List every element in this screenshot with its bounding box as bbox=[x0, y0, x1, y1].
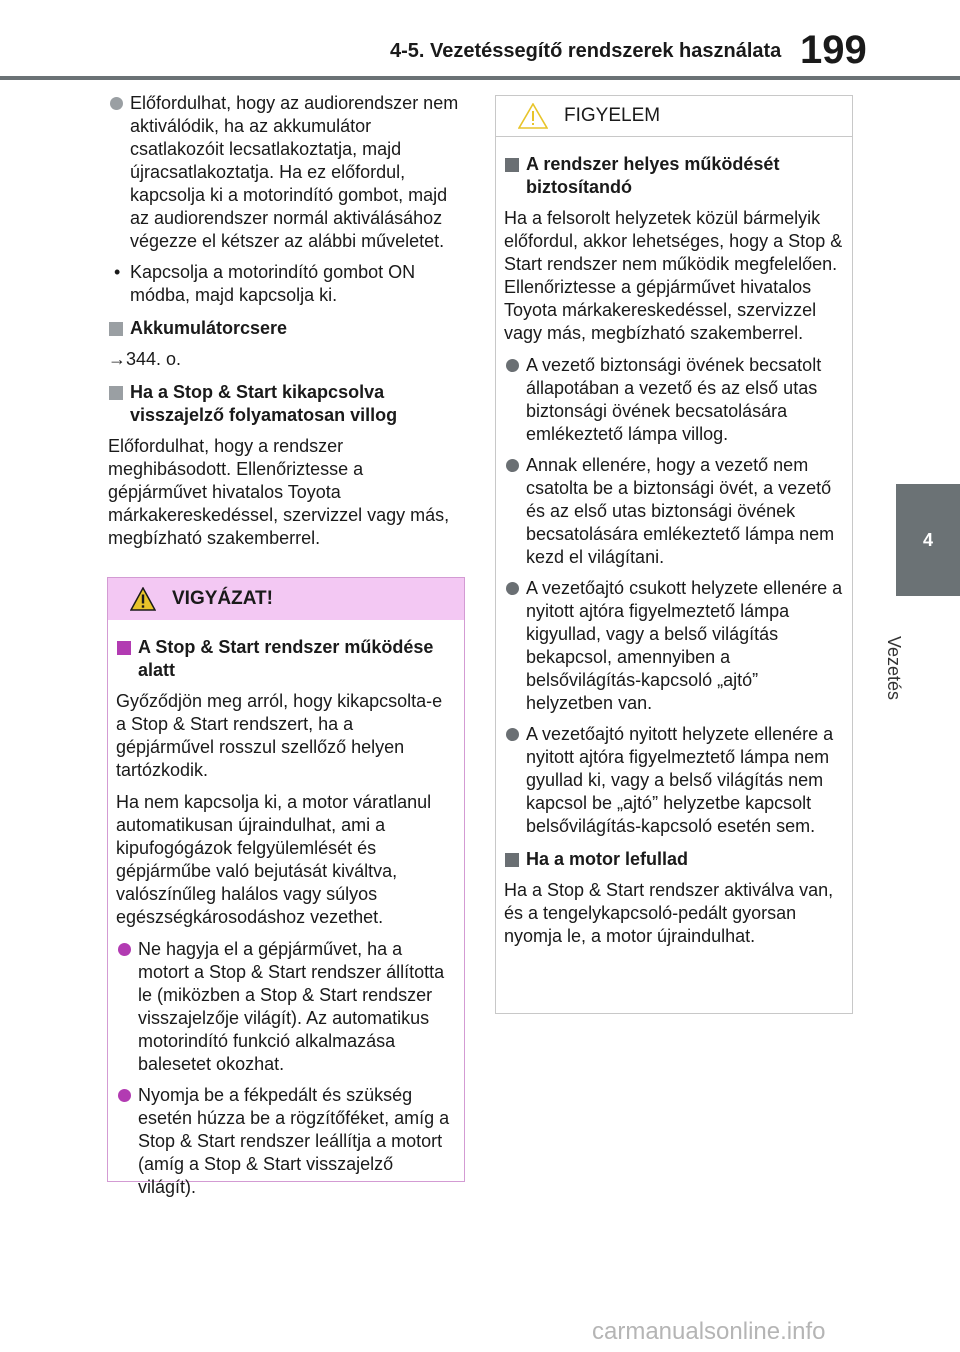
notice-title: FIGYELEM bbox=[564, 105, 661, 126]
chapter-number: 4 bbox=[922, 529, 933, 550]
chapter-tab bbox=[896, 484, 960, 596]
notice-header bbox=[496, 96, 852, 137]
notice-box bbox=[495, 95, 853, 1014]
notice-body bbox=[496, 137, 852, 948]
caution-para-2: Ha nem kapcsolja ki, a motor váratlanul automatikusan újraindulhat, ami a kipufogógázok felgyülemlését és gépjárműbe való bejutását kiváltva, valószínűleg halálos vagy súlyos egészségkárosodáshoz vezethet. bbox=[116, 792, 432, 927]
stop-start-heading: Ha a Stop & Start kikapcsolva visszajelző folyamatosan villog bbox=[108, 381, 466, 427]
battery-heading: Akkumulátorcsere bbox=[108, 317, 466, 340]
notice-section-2-heading: Ha a motor lefullad bbox=[504, 848, 844, 871]
page-number: 199 bbox=[800, 28, 867, 72]
caution-title: VIGYÁZAT! bbox=[172, 588, 273, 609]
caution-section-heading: A Stop & Start rendszer működése alatt bbox=[116, 636, 456, 682]
section-title: 4-5. Vezetéssegítő rendszerek használata bbox=[390, 40, 782, 62]
notice-bullet-4: A vezetőajtó nyitott helyzete ellenére a nyitott ajtóra figyelmeztető lámpa nem gyullad ki, vagy a belső világítás nem kapcsol be „ajtó” helyzetbe kapcsolt belsővilágítás-kapcsoló esetén sem. bbox=[504, 723, 844, 838]
caution-header bbox=[108, 578, 464, 620]
chapter-label: Vezetés bbox=[884, 636, 904, 701]
caution-body bbox=[108, 620, 464, 1199]
notice-bullet-1: A vezető biztonsági övének becsatolt állapotában a vezető és az első utas biztonsági övének becsatolására emlékeztető lámpa villog. bbox=[504, 354, 844, 446]
header-rule bbox=[0, 76, 960, 80]
notice-section-2-text: Ha a Stop & Start rendszer aktiválva van, és a tengelykapcsoló-pedált gyorsan nyomja le, a motor újraindulhat. bbox=[504, 880, 834, 946]
notice-bullet-2: Annak ellenére, hogy a vezető nem csatolta be a biztonsági övét, a vezető és az első utas biztonsági övének becsatolására emlékeztető lámpa nem kezd el világítani. bbox=[504, 454, 844, 569]
audio-substep: • Kapcsolja a motorindító gombot ON módba, majd kapcsolja ki. bbox=[108, 261, 466, 307]
notice-section-1-text: Ha a felsorolt helyzetek közül bármelyik előfordul, akkor lehetséges, hogy a Stop & Start rendszer nem működik megfelelően. Ellenőriztesse a gépjárművet hivatalos Toyota márkakereskedéssel, szervizzel vagy más, megbízható szakemberrel. bbox=[504, 208, 843, 343]
watermark: carmanualsonline.info bbox=[592, 1318, 826, 1345]
caution-para-1: Győződjön meg arról, hogy kikapcsolta-e a Stop & Start rendszert, ha a gépjárművel rosszul szellőző helyen tartózkodik. bbox=[116, 691, 443, 780]
notice-bullet-3: A vezetőajtó csukott helyzete ellenére a nyitott ajtóra figyelmeztető lámpa kigyullad, vagy a belső világítás bekapcsol, amennyiben a belsővilágítás-kapcsoló „ajtó” helyzetben van. bbox=[504, 577, 844, 715]
caution-bullet-1: Ne hagyja el a gépjárművet, ha a motort a Stop & Start rendszer állította le (miközben a Stop & Start rendszer visszajelzője világít). Az automatikus motorindító funkció alkalmazása balesetet okozhat. bbox=[116, 938, 456, 1076]
caution-box bbox=[107, 577, 465, 1197]
caution-bullet-2: Nyomja be a fékpedált és szükség esetén húzza be a rögzítőféket, amíg a Stop & Start rendszer leállítja a motort (amíg a Stop & Start visszajelző világít). bbox=[116, 1084, 456, 1199]
notice-section-1-heading: A rendszer helyes működését biztosítandó bbox=[504, 153, 844, 199]
battery-reference: →344. o. bbox=[108, 349, 182, 369]
caution-triangle-icon bbox=[518, 103, 548, 129]
stop-start-text: Előfordulhat, hogy a rendszer meghibásodott. Ellenőriztesse a gépjárművet hivatalos Toyota márkakereskedéssel, szervizzel vagy más, megbízható szakemberrel. bbox=[108, 436, 450, 548]
warning-triangle-icon bbox=[130, 587, 156, 611]
audio-note: Előfordulhat, hogy az audiorendszer nem aktiválódik, ha az akkumulátor csatlakozóit lecsatlakoztatja, majd újracsatlakoztatja. Ha ez előfordul, kapcsolja ki a motorindító gombot, majd az audiorendszer normál aktiválásához végezze el kétszer az alábbi műveletet. bbox=[108, 92, 466, 253]
left-column bbox=[108, 92, 466, 559]
